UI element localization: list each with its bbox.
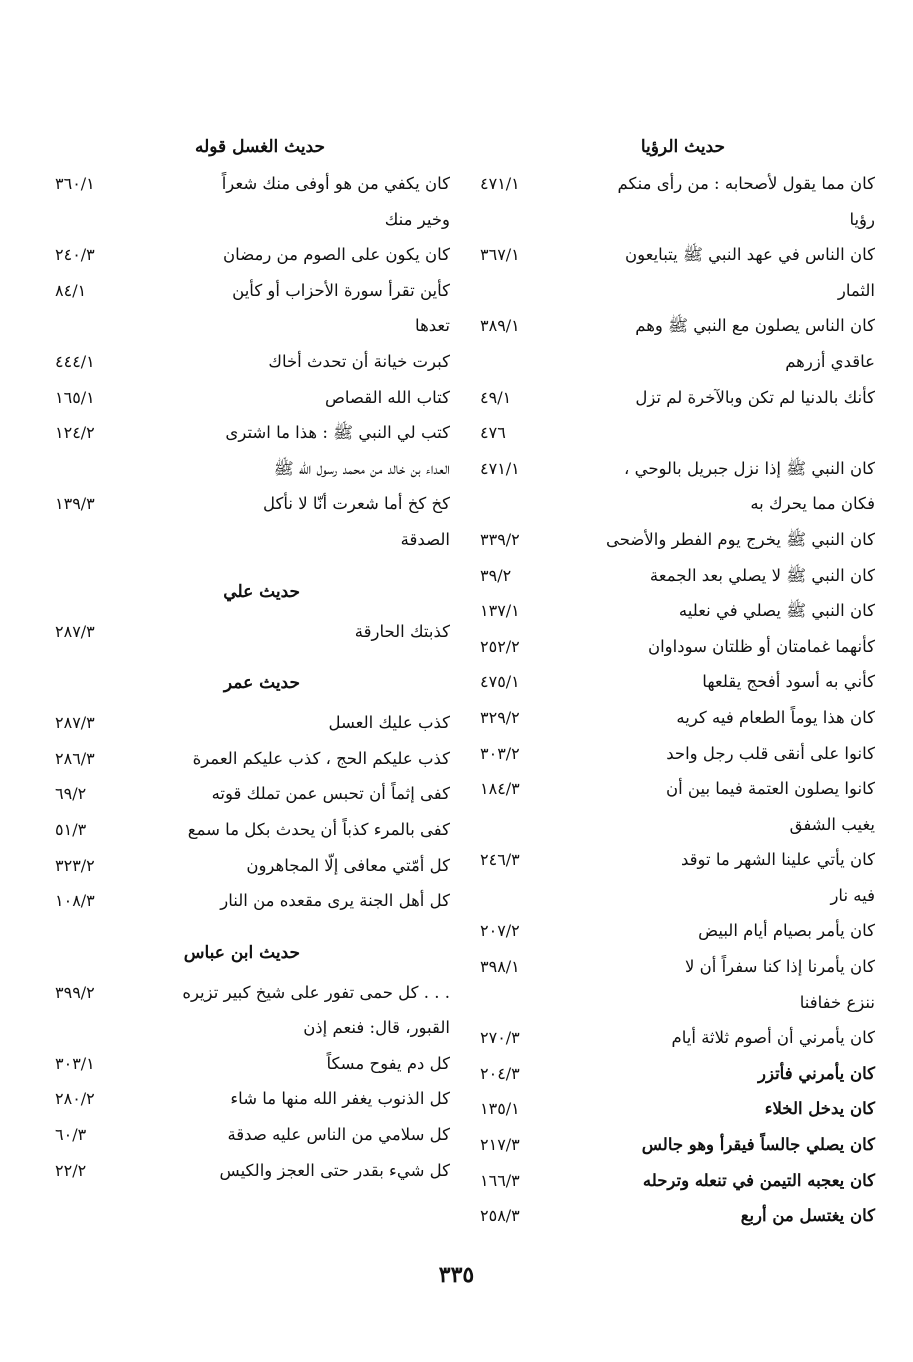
entry-reference: ٤٧٦ (480, 423, 506, 443)
index-entry (55, 705, 450, 741)
entry-text: كان يكون على الصوم من رمضان (223, 245, 450, 265)
index-entry (55, 1081, 450, 1117)
index-entry (55, 776, 450, 812)
index-entry (55, 451, 450, 487)
entry-text: كل شيء بقدر حتى العجز والكيس (219, 1160, 450, 1180)
index-entry (480, 1163, 875, 1199)
index-entry (480, 771, 875, 807)
entry-text: كأني به أسود أفحج يقلعها (702, 672, 875, 692)
entry-text: يغيب الشفق (789, 814, 875, 834)
index-entry (480, 736, 875, 772)
index-entry (55, 166, 450, 202)
entry-reference: ٢٥٢/٢ (480, 636, 520, 656)
entry-reference: ١٣٩/٣ (55, 494, 95, 514)
entry-text: كل دم يفوح مسكاً (326, 1053, 450, 1073)
entry-text: . . . كل حمى تفور على شيخ كبير تزيره (182, 982, 450, 1002)
entry-text: كتب لي النبي ﷺ : هذا ما اشترى (225, 423, 450, 443)
index-entry (480, 985, 875, 1021)
index-entry (480, 522, 875, 558)
entry-text: كان يغتسل من أربع (740, 1206, 875, 1226)
entry-reference: ٢٨٧/٣ (55, 621, 95, 641)
entry-reference: ٢٢/٢ (55, 1160, 87, 1180)
entry-reference: ٨٤/١ (55, 280, 87, 300)
entry-text: الثمار (837, 280, 875, 300)
index-entry (480, 807, 875, 843)
index-entry (55, 1010, 450, 1046)
entry-reference: ٢٠٤/٣ (480, 1063, 520, 1083)
entries-list (55, 975, 450, 1189)
entry-text: كان الناس يصلون مع النبي ﷺ وهم (635, 316, 875, 336)
index-entry (480, 308, 875, 344)
entry-reference: ٢٠٧/٢ (480, 921, 520, 941)
index-entry (480, 202, 875, 238)
index-entry (480, 913, 875, 949)
entry-text: كان يدخل الخلاء (764, 1099, 875, 1119)
entry-reference: ٢٤٦/٣ (480, 850, 520, 870)
entry-text: كان النبي ﷺ يخرج يوم الفطر والأضحى (605, 529, 875, 549)
section-heading-umar: حديث عمر (223, 673, 300, 694)
entry-reference: ٦٠/٣ (55, 1125, 87, 1145)
entry-text: كان الناس في عهد النبي ﷺ يتبايعون (624, 245, 875, 265)
entry-reference: ٣٦٧/١ (480, 245, 520, 265)
index-entry (55, 273, 450, 309)
index-entry (480, 1020, 875, 1056)
left-column (55, 128, 450, 1188)
entry-reference: ٣٩٨/١ (480, 957, 520, 977)
entry-text: كان يأمرني فأتزر (758, 1063, 875, 1083)
index-entry (480, 878, 875, 914)
index-entry (55, 202, 450, 238)
entry-reference: ٢٨٦/٣ (55, 748, 95, 768)
index-entry (480, 558, 875, 594)
index-entry (480, 237, 875, 273)
section-heading-ali: حديث علي (223, 581, 300, 602)
entry-text: كان يصلي جالساً فيقرأ وهو جالس (641, 1135, 875, 1155)
entry-reference: ١٢٤/٢ (55, 423, 95, 443)
entry-reference: ١٣٧/١ (480, 601, 520, 621)
entry-reference: ٤٤٤/١ (55, 351, 95, 371)
index-entry (480, 593, 875, 629)
entry-text: كان يأمرنا إذا كنا سفراً أن لا (685, 957, 875, 977)
entry-text: كل سلامي من الناس عليه صدقة (227, 1125, 450, 1145)
entry-text: كبرت خيانة أن تحدث أخاك (268, 351, 450, 371)
entry-text: كان مما يقول لأصحابه : من رأى منكم (617, 174, 875, 193)
index-entry (55, 1117, 450, 1153)
entry-text: كان يعجبه التيمن في تنعله وترحله (642, 1170, 875, 1190)
section-heading-ghusl: حديث الغسل قوله (194, 137, 325, 157)
entry-text: كان يأتي علينا الشهر ما توقد (680, 850, 875, 870)
entries-list (480, 166, 875, 1234)
entry-text: كان يأمر بصيام أيام البيض (698, 921, 875, 941)
section-heading-ibn-abbas: حديث ابن عباس (183, 942, 300, 963)
entry-reference: ٥١/٣ (55, 819, 87, 839)
index-entry (55, 812, 450, 848)
entry-text: كانوا يصلون العتمة فيما بين أن (665, 779, 875, 799)
entries-list (55, 166, 450, 558)
entry-text: تعدها (415, 316, 450, 336)
entry-text: كفى إثماً أن تحبس عمن تملك قوته (211, 784, 450, 804)
index-entry (480, 273, 875, 309)
entry-reference: ٣٠٣/١ (55, 1053, 95, 1073)
entry-reference: ١٦٦/٣ (480, 1170, 520, 1190)
index-entry (480, 415, 875, 451)
entry-text: عاقدي أزرهم (785, 351, 875, 371)
entry-text: كأنك بالدنيا لم تكن وبالآخرة لم تزل (635, 387, 875, 407)
index-entry (480, 700, 875, 736)
index-entry (480, 842, 875, 878)
entry-reference: ٢٤٠/٣ (55, 245, 95, 265)
index-entry (480, 1091, 875, 1127)
entry-reference: ٣٦٠/١ (55, 174, 95, 193)
index-entry (55, 522, 450, 558)
entry-reference: ٣٢٩/٢ (480, 707, 520, 727)
entry-text: كان النبي ﷺ يصلي في نعليه (678, 601, 875, 621)
index-entry (55, 380, 450, 416)
entry-text: كذبتك الحارقة (354, 621, 450, 641)
entry-reference: ٤٧١/١ (480, 174, 520, 193)
entry-text: كان النبي ﷺ لا يصلي بعد الجمعة (649, 565, 875, 585)
index-entry (55, 975, 450, 1011)
entry-reference: ٣٠٣/٢ (480, 743, 520, 763)
entry-text: كانوا على أنقى قلب رجل واحد (666, 743, 875, 763)
entry-reference: ١٣٥/١ (480, 1099, 520, 1119)
entry-reference: ٣٩٩/٢ (55, 982, 95, 1002)
index-entry (55, 848, 450, 884)
entry-text: فيه نار (830, 885, 875, 905)
entry-reference: ١٦٥/١ (55, 387, 95, 407)
entry-text: كان هذا يوماً الطعام فيه كريه (676, 707, 875, 727)
index-entry (55, 415, 450, 451)
section-heading-ruya: حديث الرؤيا (640, 137, 725, 157)
entry-text: ننزع خفافنا (799, 992, 875, 1012)
entry-text: كان النبي ﷺ إذا نزل جبريل بالوحي ، (624, 458, 875, 478)
entry-text: وخير منك (384, 209, 450, 229)
entry-text: العداء بن خالد من محمد رسول الله ﷺ (273, 458, 450, 478)
entry-reference: ٢٨٧/٣ (55, 713, 95, 733)
index-entry (55, 237, 450, 273)
index-entry (55, 741, 450, 777)
entry-text: كخ كخ أما شعرت أنّا لا نأكل (263, 494, 450, 514)
entry-reference: ٢١٧/٣ (480, 1135, 520, 1155)
index-entry (480, 166, 875, 202)
index-entry (55, 1046, 450, 1082)
entry-text: كان يكفي من هو أوفى منك شعراً (221, 174, 450, 193)
index-entry (480, 664, 875, 700)
index-entry (55, 614, 450, 650)
index-entry (480, 344, 875, 380)
entry-reference: ٦٩/٢ (55, 784, 87, 804)
entry-text: كان يأمرني أن أصوم ثلاثة أيام (671, 1028, 875, 1048)
index-entry (55, 883, 450, 919)
entry-reference: ٤٧١/١ (480, 458, 520, 478)
index-entry (480, 1198, 875, 1234)
entry-reference: ١٨٤/٣ (480, 779, 520, 799)
entry-text: القبور، قال: فنعم إذن (303, 1018, 450, 1038)
entry-text: كل أهل الجنة يرى مقعده من النار (220, 891, 450, 911)
index-entry (480, 1127, 875, 1163)
right-column (480, 128, 875, 1234)
entry-text: كذب عليك العسل (328, 713, 450, 733)
index-entry (480, 949, 875, 985)
index-entry (480, 380, 875, 416)
index-entry (480, 451, 875, 487)
page-number: ٣٣٥ (438, 1262, 475, 1288)
entries-list (55, 705, 450, 919)
entry-reference: ٣٢٣/٢ (55, 855, 95, 875)
entry-reference: ٢٧٠/٣ (480, 1028, 520, 1048)
entry-reference: ٢٥٨/٣ (480, 1206, 520, 1226)
index-entry (480, 486, 875, 522)
entry-text: كأين تقرأ سورة الأحزاب أو كأين (232, 280, 450, 300)
index-entry (55, 1153, 450, 1189)
entry-reference: ٢٨٠/٢ (55, 1089, 95, 1109)
entry-text: كتاب الله القصاص (324, 387, 450, 407)
entry-text: رؤيا (849, 209, 875, 229)
entry-reference: ٣٨٩/١ (480, 316, 520, 336)
entry-text: فكان مما يحرك به (750, 494, 875, 514)
entry-text: كل الذنوب يغفر الله منها ما شاء (230, 1089, 450, 1109)
entry-text: الصدقة (400, 529, 450, 549)
index-entry (480, 1056, 875, 1092)
entry-text: كأنهما غمامتان أو ظلتان سوداوان (647, 636, 875, 656)
index-entry (55, 486, 450, 522)
entry-text: كل أمّتي معافى إلّا المجاهرون (246, 855, 450, 875)
entry-text: كذب عليكم الحج ، كذب عليكم العمرة (192, 748, 450, 768)
entry-reference: ٣٩/٢ (480, 565, 512, 585)
entry-reference: ٤٩/١ (480, 387, 512, 407)
index-entry (55, 344, 450, 380)
entries-list (55, 614, 450, 650)
entry-reference: ٣٣٩/٢ (480, 529, 520, 549)
index-entry (55, 308, 450, 344)
entry-reference: ١٠٨/٣ (55, 891, 95, 911)
index-entry (480, 629, 875, 665)
entry-text: كفى بالمرء كذباً أن يحدث بكل ما سمع (187, 819, 450, 839)
entry-reference: ٤٧٥/١ (480, 672, 520, 692)
